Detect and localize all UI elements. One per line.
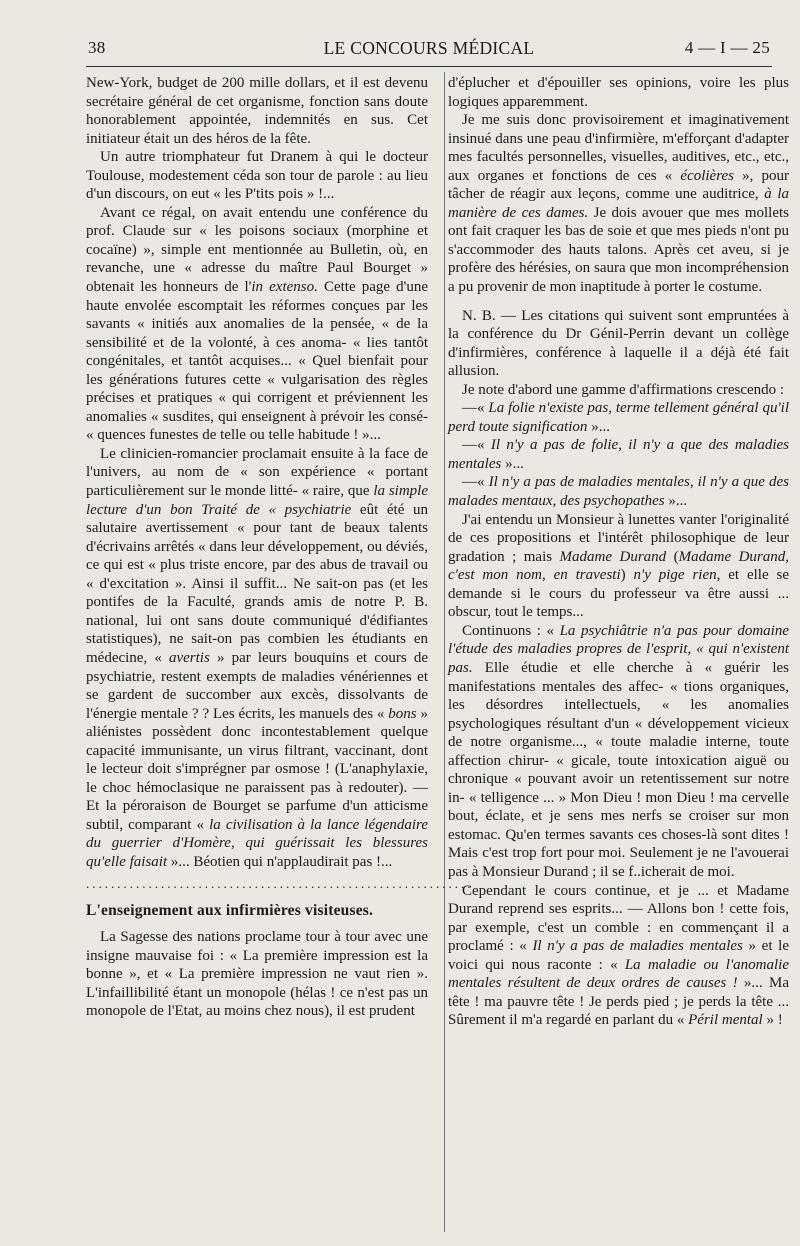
left-paragraph-2: Un autre triomphateur fut Dranem à qui le docteur Toulouse, modestement céda son tour de parole : au lieu d'un discours, on eut « les P'tits pois » !... [86, 149, 428, 203]
right-paragraph-4: Je note d'abord une gamme d'affirmations crescendo : [462, 381, 785, 398]
quote-3: —« Il n'y a pas de maladies mentales, il n'y a que des malades mentaux, des psychopathes »... [448, 474, 789, 510]
journal-title: LE CONCOURS MÉDICAL [323, 38, 535, 58]
section-separator-dots: .............................................................. [86, 875, 474, 891]
issue-date: 4 — I — 25 [684, 38, 770, 57]
right-column [448, 74, 789, 1030]
page-number: 38 [88, 38, 106, 57]
left-paragraph-3: Avant ce régal, on avait entendu une conférence du prof. Claude sur « les poisons sociaux (morphine et cocaïne) », simple ent mentionnée au Bulletin, où, en revanche, une « adresse du maître Paul Bourget » obtenait les honneurs de l'in extenso. Cette page d'une haute envolée escomptait les réformes conçues par les savants « initiés aux anomalies de la pensée, « de la sensibilité et de la volonté, à ces anoma- « lies tantôt congénitales, et tantôt acquises... « Quel bienfait pour les générations futures cette « vulgarisation des règles précises et pratiques « qui corrigent et préviennent les anomalies « susdites, qui enseignent à prévoir les consé- « quences funestes de telle ou telle habitude ! »... [86, 204, 428, 444]
quote-1: —« La folie n'existe pas, terme tellement général qu'il perd toute signification »... [448, 400, 790, 435]
header-rule [86, 66, 772, 67]
right-paragraph-2: Je me suis donc provisoirement et imaginativement insinué dans une peau d'infirmière, m'efforçant d'adapter mes facultés personnelles, visuelles, auditives, etc., etc., aux organes et fonctions de ces « écolières », pour tâcher de réagir aux leçons, comme une auditrice, à la manière de ces dames. Je dois avouer que mes mollets ont fait craquer les bas de soie et que mes pieds n'ont pu s'accommoder des hauts talons. Après cet aveu, si je profère des hérésies, on saura que mon incompréhension a pu provenir de mon inaptitude à porter le costume. [448, 112, 790, 296]
left-paragraph-1: New-York, budget de 200 mille dollars, et il est devenu secrétaire général de cet organisme, fonction sans doute honorablement appointée, indemnités en sus. Cet initiateur était un des héros de la fête. [86, 75, 428, 147]
right-paragraph-6: Continuons : « La psychiâtrie n'a pas pour domaine l'étude des maladies propres de l'esprit, « qui n'existent pas. Elle étudie et elle cherche à « guérir les manifestations mentales des affec- « tions organiques, les désordres intellectuels, « les anomalies psychologiques résultant d'un « développement vicieux de notre organisme..., « toute maladie interne, toute affection chirur- « gicale, toute intoxication aiguë ou chronique « pouvant avoir un retentissement sur notre in- « telligence ... » Mon Dieu ! mon Dieu ! ma cervelle bout, éclate, et je sens mes nerfs se croiser sur mon estomac. Qu'en termes savants ces choses-là sont dites ! Mais c'est trop fort pour moi. Seulement je ne l'avouerai pas à Monsieur Durand ; il se f..icherait de moi. [448, 622, 789, 880]
left-paragraph-5: La Sagesse des nations proclame tour à tour avec une insigne mauvaise foi : « La première impression est la bonne », et « La première impression ne vaut rien ». L'infaillibilité étant un monopole (hélas ! ce n'est pas un monopole de l'Etat, au moins chez nous), il est prudent [86, 929, 428, 1020]
section-title: L'enseignement aux infirmières visiteuses. [86, 901, 374, 919]
right-paragraph-1: d'éplucher et d'épouiller ses opinions, voire les plus logiques apparemment. [448, 75, 789, 110]
page-header [88, 38, 770, 64]
quote-2: —« Il n'y a pas de folie, il n'y a que des maladies mentales »... [448, 437, 790, 472]
column-divider [444, 72, 445, 1232]
right-paragraph-5: J'ai entendu un Monsieur à lunettes vanter l'originalité de ces propositions et l'intérêt philosophique de leur gradation ; mais Madame Durand (Madame Durand, c'est mon nom, en travesti) n'y pige rien, et elle se demande si le cours du professeur va être aussi ... obscur, tout le temps... [448, 511, 790, 621]
left-column [86, 74, 474, 1021]
right-paragraph-7: Cependant le cours continue, et je ... et Madame Durand reprend ses esprits... — Allons bon ! cette fois, par exemple, c'est un comble : en commençant il a proclamé : « Il n'y a pas de maladies mentales » et le voici qui nous raconte : « La maladie ou l'anomalie mentales résultent de deux ordres de causes ! »... Ma tête ! ma pauvre tête ! Je perds pied ; je perds la tête ... Sûrement il m'a regardé en parlant du « Péril mental » ! [448, 882, 789, 1029]
left-paragraph-4: Le clinicien-romancier proclamait ensuite à la face de l'univers, au nom de « son expérience « portant particulièrement sur le monde litté- « raire, que la simple lecture d'un bon Traité de « psychiatrie eût été un salutaire avertissement « pour tant de beaux talents d'écrivains arrêtés « dans leur développement, ou déviés, ce qui est « plus triste encore, par des abus de travail ou « d'excitation ». Ainsi il suffit... Ne sait-on pas (et les pontifes de la Faculté, grands amis de notre P. B. national, lui ont sans doute communiqué d'édifiantes statistiques), ne sait-on pas combien les étudiants en médecine, « avertis » par leurs bouquins et cours de psychiatrie, restent exempts de maladies vénériennes et se gardent de succomber aux excès, dissolvants de l'énergie mentale ? ? Les écrits, les manuels des « bons » aliénistes possèdent donc incontestablement quelque capacité immunisante, un virus filtrant, vaccinant, dont le lecteur doit s'imprégner par osmose ! (L'anaphylaxie, le choc hémoclasique ne paraissent pas à redouter). — Et la péroraison de Bourget se parfume d'un atticisme subtil, comparant « la civilisation à la lance légendaire du guerrier d'Homère, qui guérissait les blessures qu'elle faisait »... Béotien qui n'applaudirait pas !... [86, 445, 429, 870]
nb-paragraph: N. B. — Les citations qui suivent sont empruntées à la conférence du Dr Génil-Perrin devant un collège d'infirmières, conférence à laquelle il a déjà été fait allusion. [448, 307, 789, 380]
